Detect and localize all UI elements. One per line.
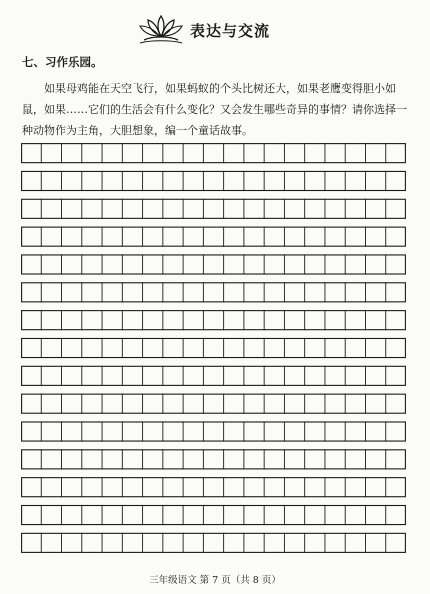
page-footer: 三年级语文 第 7 页（共 8 页）: [149, 575, 281, 586]
writing-grid-row: [22, 533, 406, 553]
writing-grid-row: [22, 227, 406, 247]
section-header: [0, 12, 430, 46]
writing-grid-row: [22, 505, 406, 525]
section-title: 表达与交流: [190, 22, 271, 40]
writing-grid-row: [22, 310, 406, 330]
writing-grid-row: [22, 366, 406, 386]
writing-grid-row: [22, 394, 406, 414]
writing-grid-row: [22, 338, 406, 358]
lotus-flower-icon: [136, 12, 186, 46]
task-instructions: 如果母鸡能在天空飞行，如果蚂蚁的个头比树还大，如果老鹰变得胆小如鼠，如果……它们的生活会有什么变化？又会发生哪些奇异的事情？请你选择一种动物作为主角，大胆想象，编一个童话故事。: [22, 82, 407, 137]
writing-grid-row: [22, 421, 406, 441]
writing-grid-row: [22, 199, 406, 219]
writing-grid-row: [22, 171, 406, 191]
task-heading: 七、习作乐园。: [22, 55, 103, 69]
writing-grid: [21, 143, 406, 553]
writing-grid-row: [22, 254, 406, 274]
writing-grid-row: [22, 449, 406, 469]
writing-grid-row: [22, 143, 406, 163]
writing-grid-row: [22, 282, 406, 302]
writing-grid-row: [22, 477, 406, 497]
